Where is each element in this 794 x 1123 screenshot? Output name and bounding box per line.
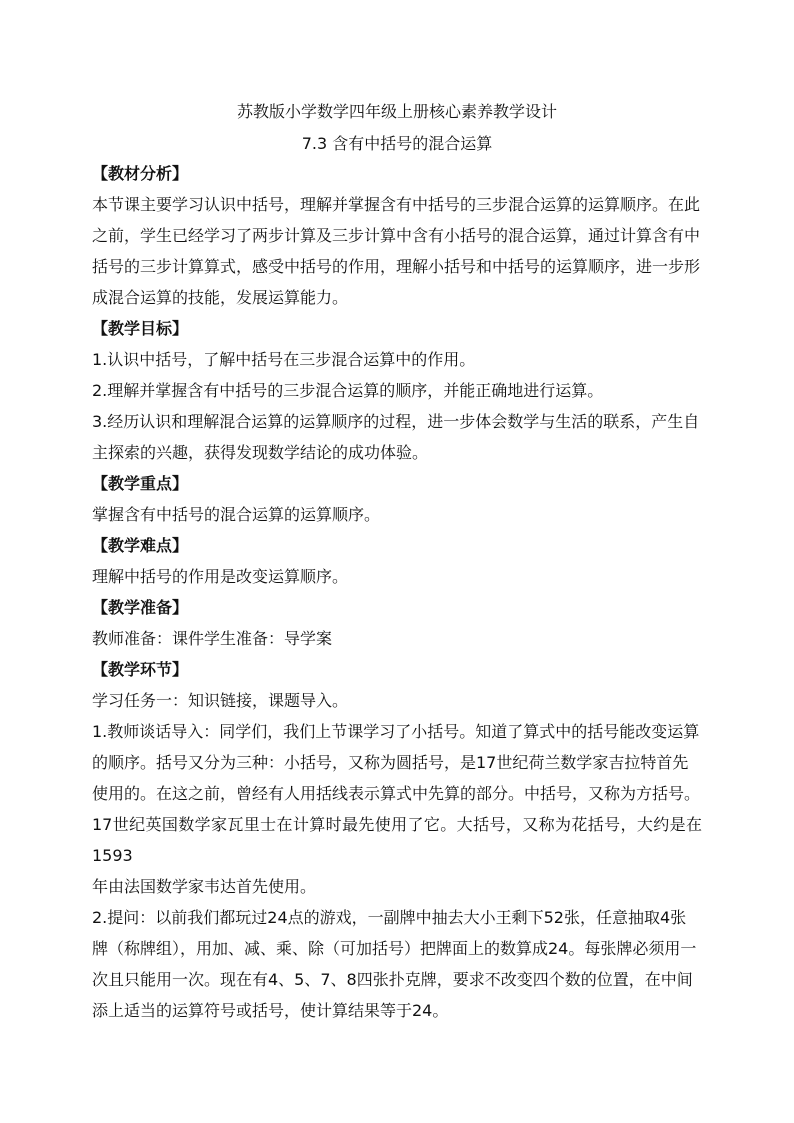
document-title: 苏教版小学数学四年级上册核心素养教学设计	[236, 102, 557, 121]
paragraph-line: 添上适当的运算符号或括号，使计算结果等于24。	[92, 1001, 449, 1020]
section-difficulties	[92, 530, 702, 592]
section-analysis	[92, 158, 702, 313]
paragraph-line: 的顺序。括号又分为三种：小括号，又称为圆括号，是17世纪荷兰数学家吉拉特首先	[92, 753, 689, 772]
paragraph-line: 教师准备：课件学生准备：导学案	[92, 629, 333, 648]
section-preparation	[92, 592, 702, 654]
paragraph-line: 牌（称牌组），用加、减、乘、除（可加括号）把牌面上的数算成24。每张牌必须用一	[92, 939, 697, 958]
paragraph-line: 次且只能用一次。现在有4、5、7、8四张扑克牌，要求不改变四个数的位置，在中间	[92, 970, 693, 989]
section-goals	[92, 313, 702, 468]
paragraph-line: 括号的三步计算算式，感受中括号的作用，理解小括号和中括号的运算顺序，进一步形	[92, 257, 701, 276]
section-key-points	[92, 468, 702, 530]
paragraph-line: 1.教师谈话导入：同学们，我们上节课学习了小括号。知道了算式中的括号能改变运算	[92, 722, 700, 741]
paragraph-line: 年由法国数学家韦达首先使用。	[92, 877, 317, 896]
lesson-title: 7.3 含有中括号的混合运算	[301, 134, 493, 153]
section-heading: 【教材分析】	[92, 164, 189, 183]
paragraph-line: 2.理解并掌握含有中括号的三步混合运算的顺序，并能正确地进行运算。	[92, 381, 604, 400]
paragraph-line: 2.提问：以前我们都玩过24点的游戏，一副牌中抽去大小王剩下52张，任意抽取4张	[92, 908, 687, 927]
section-heading: 【教学目标】	[92, 319, 189, 338]
paragraph-line: 本节课主要学习认识中括号，理解并掌握含有中括号的三步混合运算的运算顺序。在此	[92, 195, 701, 214]
paragraph-line: 掌握含有中括号的混合运算的运算顺序。	[92, 505, 381, 524]
paragraph-line: 1.认识中括号，了解中括号在三步混合运算中的作用。	[92, 350, 476, 369]
section-heading: 【教学环节】	[92, 660, 189, 679]
paragraph-line: 使用的。在这之前，曾经有人用括线表示算式中先算的部分。中括号，又称为方括号。	[92, 784, 701, 803]
paragraph-line: 主探索的兴趣，获得发现数学结论的成功体验。	[92, 443, 429, 462]
paragraph-line: 之前，学生已经学习了两步计算及三步计算中含有小括号的混合运算，通过计算含有中	[92, 226, 701, 245]
section-heading: 【教学重点】	[92, 474, 189, 493]
paragraph-line: 成混合运算的技能，发展运算能力。	[92, 288, 349, 307]
paragraph-line: 理解中括号的作用是改变运算顺序。	[92, 567, 349, 586]
section-heading: 【教学准备】	[92, 598, 189, 617]
paragraph-line: 学习任务一：知识链接，课题导入。	[92, 691, 349, 710]
section-process	[92, 654, 702, 1026]
paragraph-line: 17世纪英国数学家瓦里士在计算时最先使用了它。大括号，又称为花括号，大约是在1593	[92, 815, 702, 865]
paragraph-line: 3.经历认识和理解混合运算的运算顺序的过程，进一步体会数学与生活的联系，产生自	[92, 412, 700, 431]
section-heading: 【教学难点】	[92, 536, 189, 555]
